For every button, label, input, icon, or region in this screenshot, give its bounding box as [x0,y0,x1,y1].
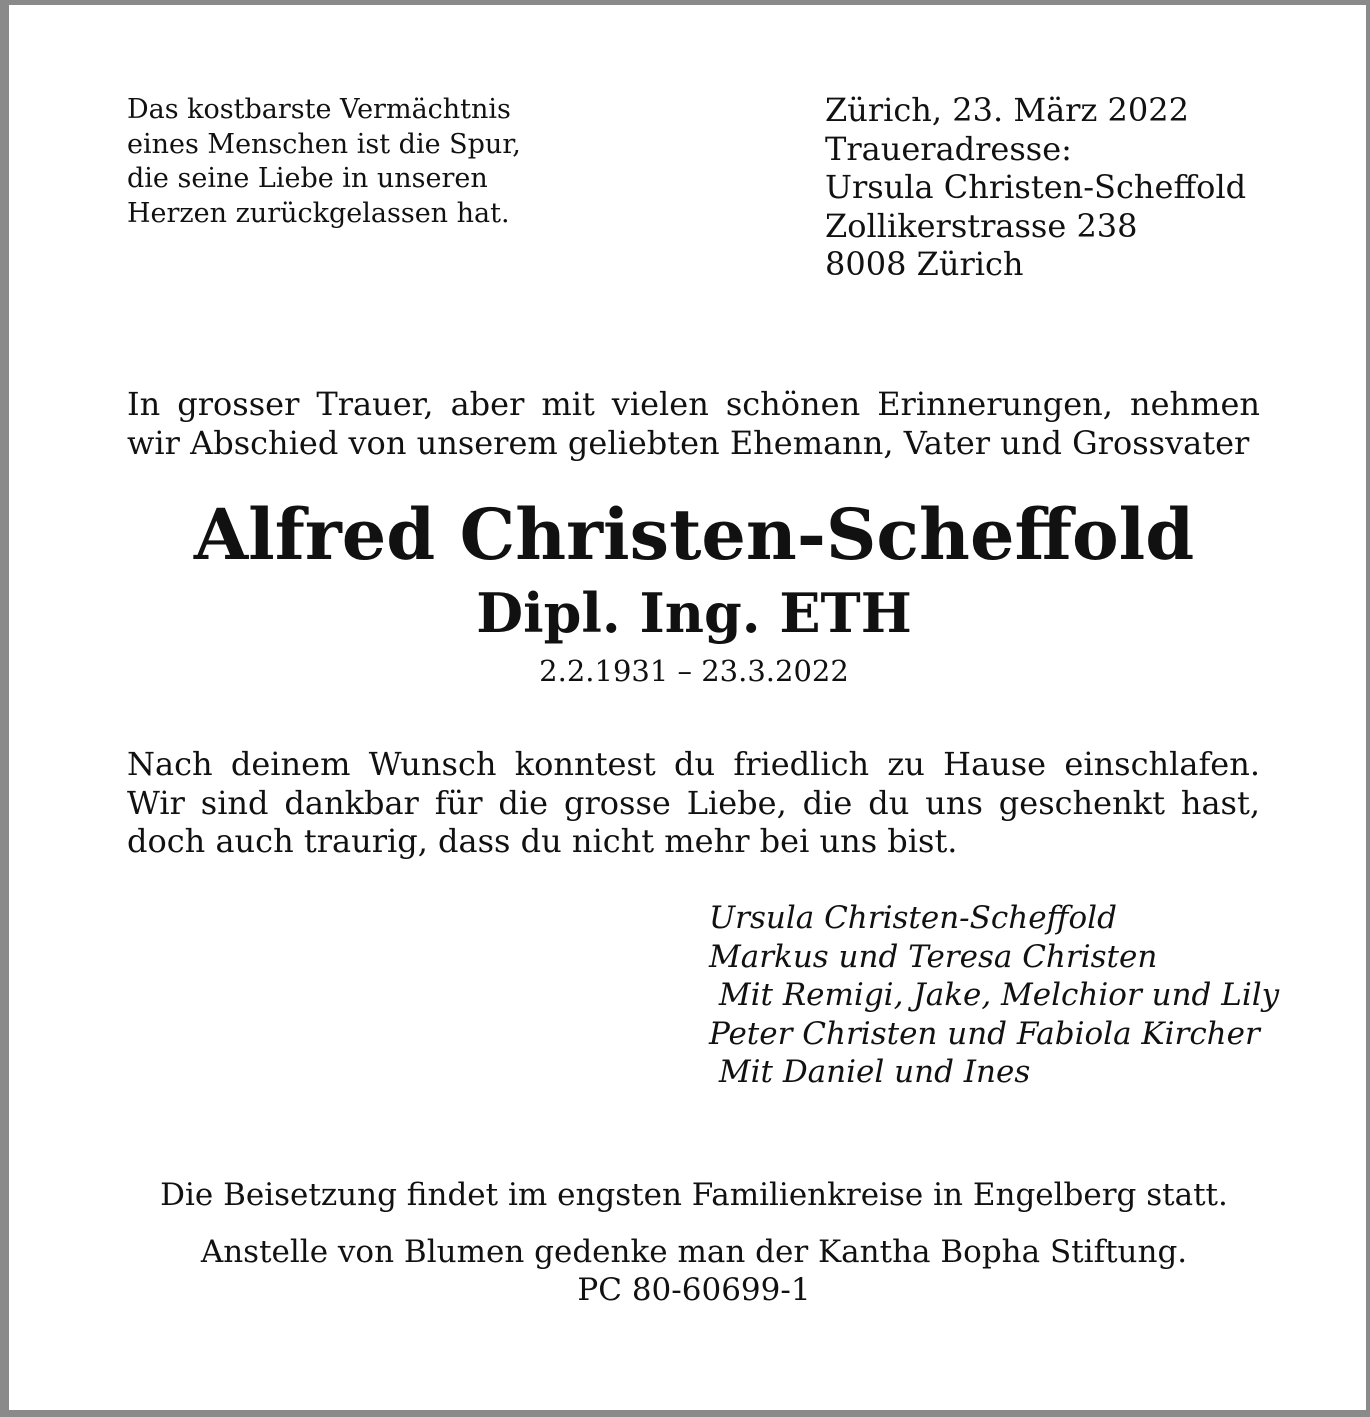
address-name: Ursula Christen-Scheffold [825,168,1247,206]
motto-line: eines Menschen ist die Spur, [127,128,521,160]
deceased-name: Alfred Christen-Scheffold [193,493,1195,576]
mourning-address [825,91,1246,284]
motto-line: Herzen zurückgelassen hat. [127,197,510,229]
burial-notice: Die Beisetzung findet im engsten Familienkreise in Engelberg statt. [160,1177,1228,1213]
motto-line: Das kostbarste Vermächtnis [127,94,511,125]
address-street: Zollikerstrasse 238 [825,206,1138,245]
intro-text: In grosser Trauer, aber mit vielen schönen Erinnerungen, nehmen wir Abschied von unserem geliebten Ehemann, Vater und Grossvater [127,385,1260,462]
signer-line: Peter Christen und Fabiola Kircher [709,1015,1260,1052]
address-label: Traueradresse: [825,129,1072,168]
motto-line: die seine Liebe in unseren [127,163,488,194]
signer-line: Mit Daniel und Ines [709,1054,1031,1090]
place-date: Zürich, 23. März 2022 [825,91,1189,129]
farewell-message: Nach deinem Wunsch konntest du friedlich zu Hause einschlafen. Wir sind dankbar für die grosse Liebe, die du uns geschenkt hast, doch auch traurig, dass du nicht mehr bei uns bist. [127,745,1260,860]
signer-line: Ursula Christen-Scheffold [709,900,1117,936]
family-signers [709,899,1279,1092]
address-city: 8008 Zürich [825,245,1024,283]
signer-line: Markus und Teresa Christen [709,938,1158,975]
deceased-title: Dipl. Ing. ETH [476,581,912,645]
donation-account: PC 80-60699-1 [577,1272,811,1308]
motto-quote [127,93,521,231]
signer-line: Mit Remigi, Jake, Melchior und Lily [709,977,1280,1013]
donation-notice: Anstelle von Blumen gedenke man der Kantha Bopha Stiftung. [200,1234,1188,1270]
life-dates: 2.2.1931 – 23.3.2022 [539,654,849,688]
